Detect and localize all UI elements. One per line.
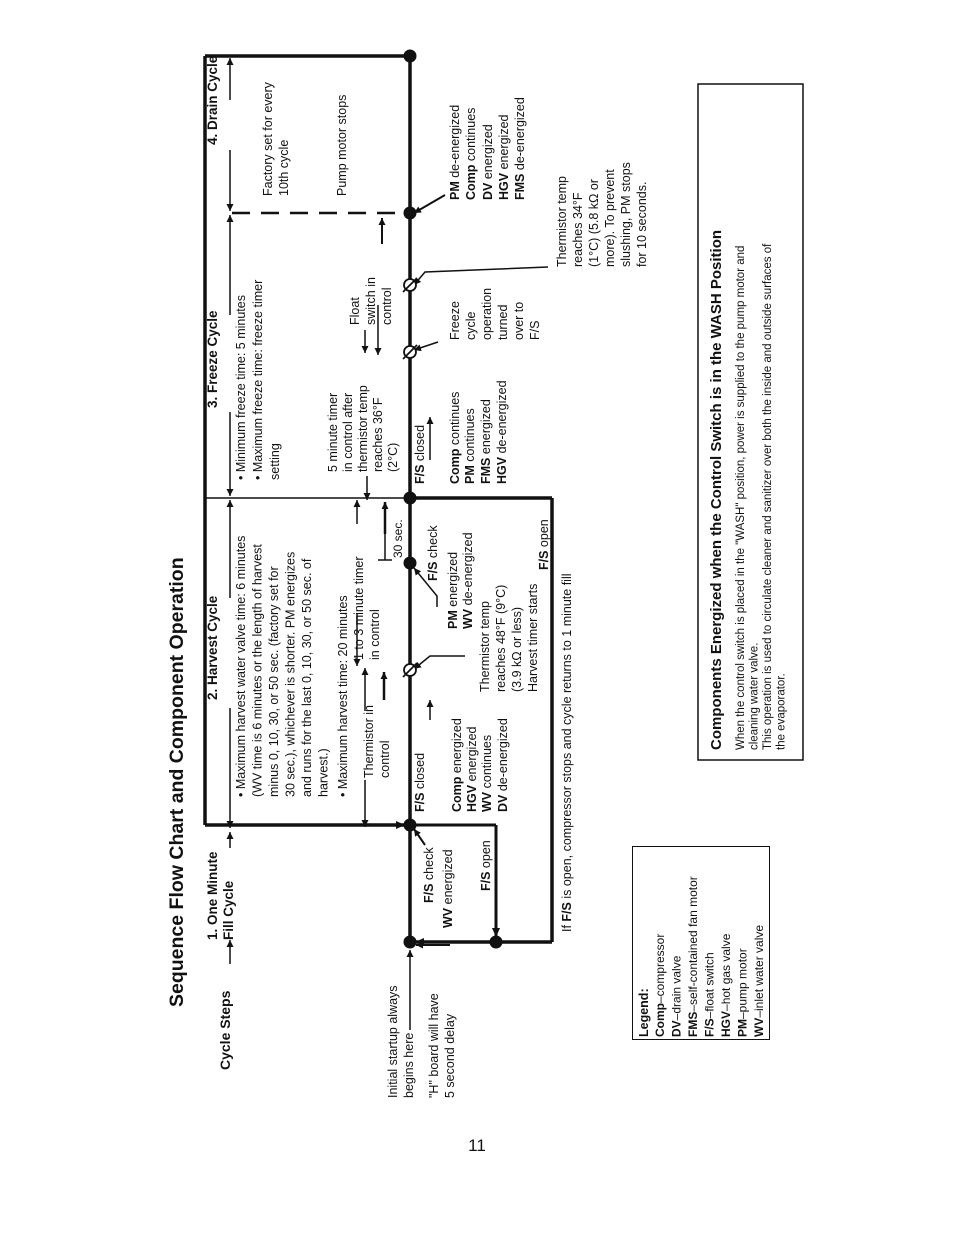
return-note-prefix: If xyxy=(560,921,574,932)
harvest-thermistor-48-line-1: Thermistor temp xyxy=(478,601,492,692)
legend-abbr: Comp xyxy=(653,1003,667,1037)
harvest-wv-deenergized-abbr: WV xyxy=(461,608,475,629)
legend-abbr: FMS xyxy=(686,1011,700,1037)
drain-dv-desc: energized xyxy=(481,124,495,183)
freeze-fs-turnover-line-1: Freeze xyxy=(448,301,462,340)
freeze-timer-note-line-4: reaches 36°F xyxy=(371,397,385,472)
freeze-float-note-line-2: switch in xyxy=(364,277,378,325)
drain-dv-abbr: DV xyxy=(481,182,495,200)
legend-item xyxy=(719,843,735,1037)
legend-desc: –drain valve xyxy=(669,955,684,1021)
drain-fms-desc: de-energized xyxy=(513,97,527,174)
drain-factory-note-line-2: 10th cycle xyxy=(277,139,291,196)
legend-item xyxy=(653,843,669,1037)
harvest-timer-note-line-1: 1 to 3 minute timer xyxy=(352,556,366,660)
harvest-comp-desc: energized xyxy=(450,718,464,777)
freeze-comp-abbr: Comp xyxy=(448,448,462,484)
flow-lines xyxy=(205,56,552,1030)
freeze-timer-note-line-2: in control after xyxy=(341,392,355,472)
cycle-steps-label: Cycle Steps xyxy=(217,990,233,1070)
return-note-desc: is open, compressor stops and cycle returns to 1 minute fill xyxy=(560,573,574,903)
legend-item xyxy=(670,843,686,1037)
header-fill-cycle-line-1: 1. One Minute xyxy=(205,851,220,940)
start-note-line-1: Initial startup always xyxy=(386,985,400,1098)
freeze-fs-turnover-line-6: F/S xyxy=(528,320,542,340)
header-freeze-cycle: 3. Freeze Cycle xyxy=(205,310,220,408)
drain-comp-abbr: Comp xyxy=(464,164,478,200)
legend-abbr: HGV xyxy=(719,1010,733,1037)
harvest-hgv-abbr: HGV xyxy=(465,784,479,812)
harvest-fs-check xyxy=(426,525,440,581)
harvest-bullet-2: • Maximum harvest time: 20 minutes xyxy=(336,595,350,797)
wash-box-title: Components Energized when the Control Switch is in the WASH Position xyxy=(708,229,725,750)
legend-abbr: DV xyxy=(669,1020,684,1037)
fill-fs-check-abbr: F/S xyxy=(422,883,436,903)
harvest-fs-closed xyxy=(413,753,427,812)
legend-item xyxy=(752,843,768,1037)
harvest-hgv xyxy=(465,726,479,812)
freeze-hgv xyxy=(495,380,509,484)
legend-desc: –hot gas valve xyxy=(719,933,733,1011)
harvest-wv-deenergized-desc: de-energized xyxy=(461,532,475,609)
legend-item xyxy=(703,843,719,1037)
freeze-fs-turnover-line-5: over to xyxy=(512,301,526,340)
freeze-fs-turnover-line-3: operation xyxy=(480,287,494,340)
harvest-thermistor-note-line-1: Thermistor in xyxy=(362,705,376,778)
drain-fms-abbr: FMS xyxy=(513,173,527,200)
harvest-comp xyxy=(450,718,464,812)
harvest-wv xyxy=(480,735,494,812)
freeze-end-note-line-4: more). To prevent xyxy=(603,169,617,267)
drain-fms xyxy=(513,97,527,200)
freeze-timer-note-line-3: thermistor temp xyxy=(356,385,370,472)
freeze-max-line-1: • Maximum freeze time: freeze timer xyxy=(251,279,265,480)
header-fill-cycle-line-2: Fill Cycle xyxy=(221,880,236,940)
freeze-float-note-line-3: control xyxy=(380,287,394,325)
harvest-pm-energized xyxy=(446,552,460,629)
wash-box-text-line-1: When the control switch is placed in the "WASH" position, power is supplied to the pump motor and xyxy=(735,245,747,750)
fill-wv-energized-desc: energized xyxy=(441,849,455,908)
freeze-fms xyxy=(479,399,493,484)
wash-box-text-line-2: cleaning water valve. xyxy=(748,642,761,750)
start-note-line-2: begins here xyxy=(402,1032,416,1098)
legend-desc: –float switch xyxy=(702,952,717,1019)
harvest-30sec: 30 sec. xyxy=(391,519,405,558)
freeze-max-line-2: setting xyxy=(268,443,282,480)
freeze-fms-desc: energized xyxy=(479,399,493,458)
harvest-bullet-1-line-4: 30 sec.), whichever is shorter. PM energizes xyxy=(283,551,298,797)
freeze-fms-abbr: FMS xyxy=(479,457,493,484)
drain-pm-desc: de-energized xyxy=(448,104,462,182)
legend-abbr: F/S xyxy=(702,1018,717,1037)
harvest-wv-deenergized xyxy=(461,532,475,629)
fill-fs-open-desc: open xyxy=(479,840,493,872)
harvest-fs-closed-abbr: F/S xyxy=(413,792,427,812)
freeze-fs-closed-abbr: F/S xyxy=(413,464,427,484)
freeze-fs-closed-desc: closed xyxy=(413,424,427,465)
wash-box-text-line-4: the evaporator. xyxy=(775,673,788,750)
legend-desc: –inlet water valve xyxy=(752,924,766,1018)
wash-box-text-line-3: This operation is used to circulate cleaner and sanitizer over both the inside and outside surfaces of xyxy=(762,243,774,750)
freeze-comp xyxy=(448,392,462,484)
freeze-float-note-line-1: Float xyxy=(348,297,362,325)
legend-desc: –compressor xyxy=(653,933,667,1003)
drain-pm xyxy=(448,105,462,200)
drain-pm-abbr: PM xyxy=(448,181,462,200)
h-board-note-line-1: "H" board will have xyxy=(427,993,441,1098)
harvest-wv-abbr: WV xyxy=(480,791,494,812)
fill-wv-energized xyxy=(441,849,455,928)
fill-fs-open-abbr: F/S xyxy=(479,871,493,891)
legend-item xyxy=(686,843,702,1037)
harvest-timer-note-line-2: in control xyxy=(368,609,382,660)
harvest-fs-open-desc: open xyxy=(537,519,551,551)
harvest-thermistor-48-line-2: reaches 48°F (9°C) xyxy=(494,584,508,692)
legend-desc: –self-contained fan motor xyxy=(686,876,700,1012)
freeze-hgv-abbr: HGV xyxy=(495,456,509,484)
freeze-fs-turnover-line-2: cycle xyxy=(464,311,478,340)
drain-hgv-desc: energized xyxy=(497,114,511,173)
freeze-end-note-line-1: Thermistor temp xyxy=(555,176,569,267)
harvest-hgv-desc: energized xyxy=(465,726,479,785)
harvest-fs-check-abbr: F/S xyxy=(426,561,440,581)
freeze-timer-note-line-5: (2°C) xyxy=(386,442,400,472)
harvest-thermistor-48-line-4: Harvest timer starts xyxy=(526,583,540,692)
harvest-wv-desc: continues xyxy=(480,734,494,792)
harvest-comp-abbr: Comp xyxy=(450,776,464,812)
harvest-bullet-1-line-3: minus 0, 10, 30, or 50 sec. (factory set for xyxy=(267,566,281,797)
freeze-pm-abbr: PM xyxy=(463,465,477,484)
legend-abbr: WV xyxy=(752,1017,766,1037)
freeze-hgv-desc: de-energized xyxy=(495,380,509,457)
header-harvest-cycle: 2. Harvest Cycle xyxy=(205,595,220,700)
harvest-bullet-1-line-1: • Maximum harvest water valve time: 6 minutes xyxy=(234,535,248,797)
fill-fs-check-desc: check xyxy=(422,847,436,884)
freeze-timer-note-line-1: 5 minute timer xyxy=(326,392,340,472)
freeze-pm-desc: continues xyxy=(463,408,477,466)
fill-fs-open xyxy=(479,840,493,891)
harvest-fs-check-desc: check xyxy=(426,525,440,562)
freeze-fs-closed xyxy=(413,425,427,484)
fill-fs-check xyxy=(422,847,436,903)
freeze-end-note-line-3: (1°C) (5.8 kΩ or xyxy=(587,179,601,267)
fill-wv-energized-abbr: WV xyxy=(441,907,455,928)
drain-comp-desc: continues xyxy=(464,107,478,165)
h-board-note-line-2: 5 second delay xyxy=(443,1013,457,1098)
freeze-pm xyxy=(463,408,477,484)
drain-comp xyxy=(464,108,478,200)
freeze-end-note-line-2: reaches 34°F xyxy=(571,192,585,267)
harvest-fs-closed-desc: closed xyxy=(413,752,427,793)
harvest-dv xyxy=(496,718,510,812)
freeze-end-note-line-5: slushing, PM stops xyxy=(619,162,633,267)
harvest-bullet-1-line-2: (WV time is 6 minutes or the length of harvest xyxy=(250,544,265,797)
harvest-fs-open-abbr: F/S xyxy=(537,550,551,570)
harvest-pm-energized-desc: energized xyxy=(446,551,460,611)
drain-factory-note-line-1: Factory set for every xyxy=(261,82,275,196)
freeze-min: • Minimum freeze time: 5 minutes xyxy=(234,295,248,480)
legend-abbr: PM xyxy=(735,1019,750,1037)
page-number: 11 xyxy=(468,1136,486,1155)
return-note xyxy=(560,574,574,933)
legend-item xyxy=(736,843,752,1037)
legend-desc: –pump motor xyxy=(735,948,750,1019)
harvest-pm-energized-abbr: PM xyxy=(446,610,460,629)
freeze-fs-turnover-line-4: turned xyxy=(496,304,510,340)
drain-dv xyxy=(481,124,495,200)
harvest-bullet-1-line-5: and runs for the last 0, 10, 30, or 50 sec. of xyxy=(300,558,314,797)
legend xyxy=(632,846,770,1040)
header-drain-cycle: 4. Drain Cycle xyxy=(205,55,220,145)
drain-hgv-abbr: HGV xyxy=(497,172,511,200)
harvest-thermistor-48-line-3: (3.9 kΩ or less) xyxy=(510,606,524,692)
freeze-comp-desc: continues xyxy=(448,391,462,449)
return-note-abbr: F/S xyxy=(560,902,574,922)
freeze-end-note-line-6: for 10 seconds. xyxy=(635,181,649,267)
harvest-dv-desc: de-energized xyxy=(496,718,510,795)
drain-hgv xyxy=(497,114,511,200)
harvest-bullet-1-line-6: harvest.) xyxy=(316,748,331,797)
harvest-fs-open xyxy=(537,519,551,570)
chart-title: Sequence Flow Chart and Component Operation xyxy=(166,557,188,1007)
drain-pump-note: Pump motor stops xyxy=(335,94,349,196)
harvest-thermistor-note-line-2: control xyxy=(378,740,392,778)
harvest-dv-abbr: DV xyxy=(496,794,510,812)
legend-title: Legend: xyxy=(637,988,651,1037)
